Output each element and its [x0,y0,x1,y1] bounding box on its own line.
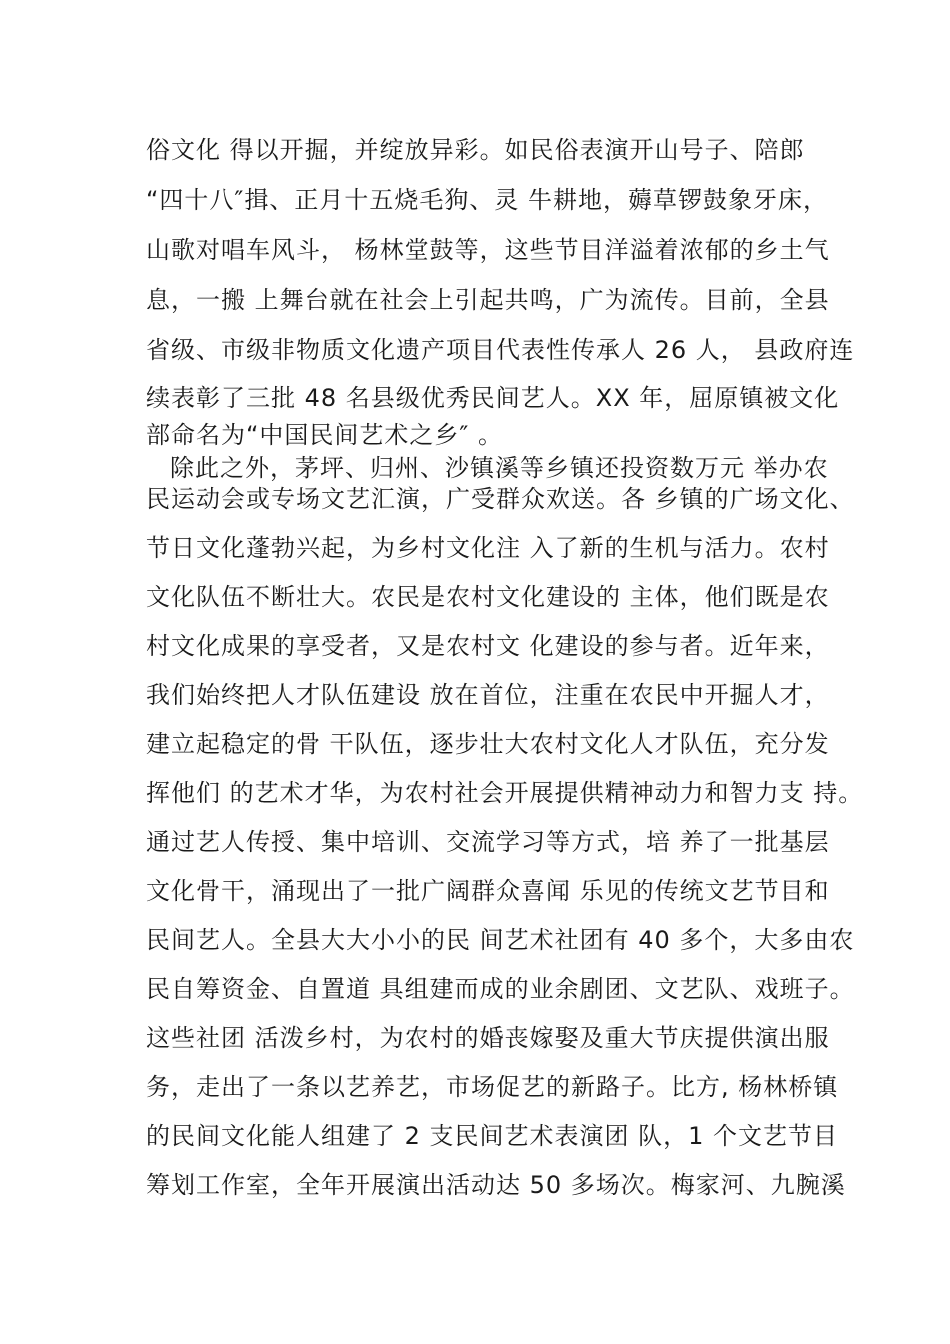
text-line: 建立起稳定的骨 干队伍，逐步壮大农村文化人才队伍，充分发 [146,730,830,758]
text-line: 续表彰了三批 48 名县级优秀民间艺人。XX 年，屈原镇被文化 [146,384,840,412]
text-line: 通过艺人传授、集中培训、交流学习等方式，培 养了一批基层 [146,828,830,856]
text-line: 俗文化 得以开掘，并绽放异彩。如民俗表演开山号子、陪郎 [146,136,805,164]
text-line: 这些社团 活泼乡村，为农村的婚丧嫁娶及重大节庆提供演出服 [146,1024,830,1052]
text-line: 村文化成果的享受者，又是农村文 化建设的参与者。近年来， [146,632,830,660]
text-line: 部命名为“中国民间艺术之乡″ 。 [146,421,504,449]
text-line: 民间艺人。全县大大小小的民 间艺术社团有 40 多个，大多由农 [146,926,855,954]
text-line: 节日文化蓬勃兴起，为乡村文化注 入了新的生机与活力。农村 [146,534,830,562]
text-line: 民自筹资金、自置道 具组建而成的业余剧团、文艺队、戏班子。 [146,975,855,1003]
text-line: 山歌对唱车风斗， 杨林堂鼓等，这些节目洋溢着浓郁的乡土气 [146,236,830,264]
text-line: 挥他们 的艺术才华，为农村社会开展提供精神动力和智力支 持。 [146,779,864,807]
paragraph-first-line: 除此之外，茅坪、归州、沙镇溪等乡镇还投资数万元 举办农 [170,454,829,482]
text-line: 省级、市级非物质文化遗产项目代表性传承人 26 人， 县政府连 [146,336,855,364]
text-line: 务，走出了一条以艺养艺，市场促艺的新路子。比方, 杨林桥镇 [146,1073,839,1101]
text-line: 民运动会或专场文艺汇演，广受群众欢送。各 乡镇的广场文化、 [146,485,855,513]
text-line: 筹划工作室，全年开展演出活动达 50 多场次。梅家河、九腕溪 [146,1171,846,1199]
text-line: 的民间文化能人组建了 2 支民间艺术表演团 队，1 个文艺节目 [146,1122,839,1150]
text-line: 文化骨干，涌现出了一批广阔群众喜闻 乐见的传统文艺节目和 [146,877,830,905]
text-line: “四十八″揖、正月十五烧毛狗、灵 牛耕地，薅草锣鼓象牙床， [146,186,829,214]
text-line: 我们始终把人才队伍建设 放在首位，注重在农民中开掘人才， [146,681,830,709]
text-line: 文化队伍不断壮大。农民是农村文化建设的 主体，他们既是农 [146,583,830,611]
text-line: 息，一搬 上舞台就在社会上引起共鸣，广为流传。目前，全县 [146,286,830,314]
